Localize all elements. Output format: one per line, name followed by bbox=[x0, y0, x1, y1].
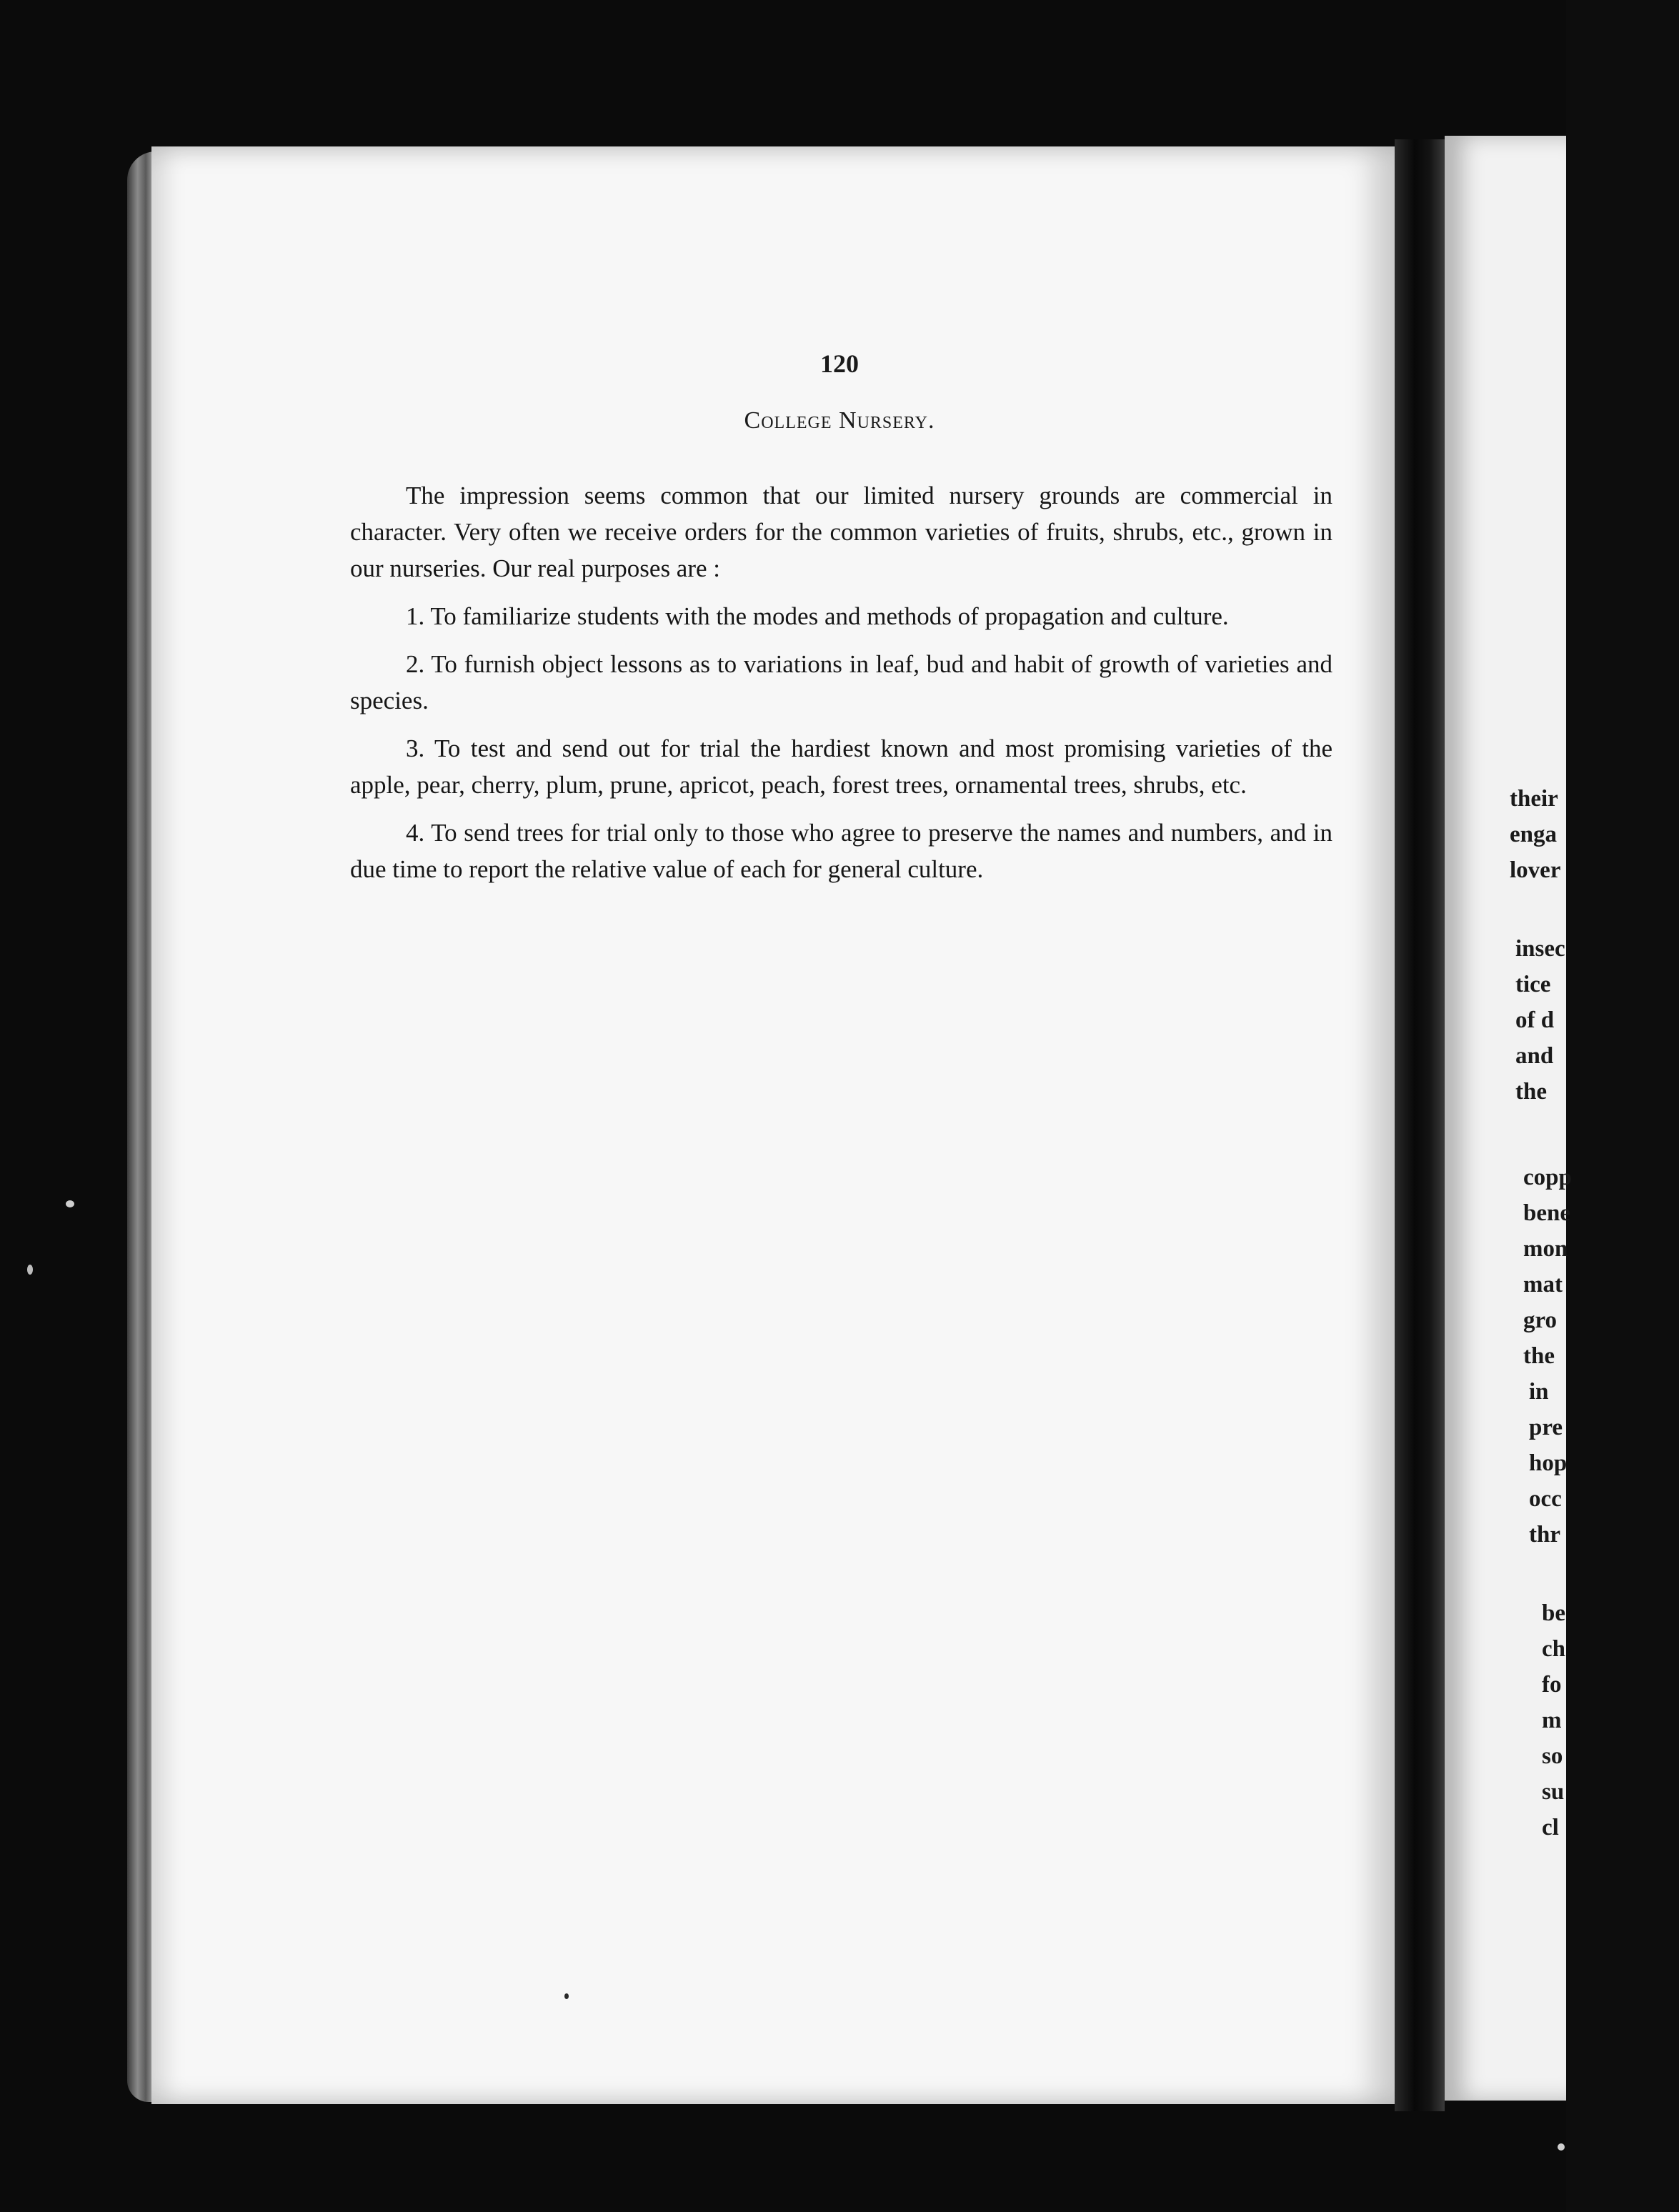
fragment-line: and bbox=[1515, 1043, 1554, 1069]
fragment-line: insec bbox=[1515, 936, 1565, 962]
fragment-line: mat bbox=[1523, 1272, 1563, 1297]
fragment-line: occ bbox=[1529, 1486, 1562, 1512]
fragment-line: enga bbox=[1510, 822, 1557, 847]
fragment-line: ch bbox=[1542, 1636, 1565, 1662]
fragment-line: m bbox=[1542, 1708, 1562, 1733]
fragment-line: mon bbox=[1523, 1236, 1568, 1262]
scan-speck bbox=[66, 1200, 74, 1207]
fragment-line: be bbox=[1542, 1600, 1565, 1626]
scan-speck bbox=[564, 1993, 569, 1999]
page-number: 120 bbox=[820, 349, 859, 378]
book-gutter bbox=[1395, 139, 1445, 2111]
purpose-item-1: 1. To familiarize students with the modes and methods of propagation and culture. bbox=[406, 602, 1229, 630]
body-text bbox=[350, 477, 1332, 899]
right-page-text-fragments bbox=[1508, 0, 1572, 2212]
fragment-line: so bbox=[1542, 1743, 1563, 1769]
fragment-line: gro bbox=[1523, 1307, 1558, 1333]
left-page bbox=[151, 146, 1395, 2104]
fragment-line: the bbox=[1515, 1079, 1547, 1105]
fragment-line: su bbox=[1542, 1779, 1565, 1805]
purpose-item-2: 2. To furnish object lessons as to variations in leaf, bud and habit of growth of varieties and species. bbox=[350, 650, 1332, 714]
fragment-line: of d bbox=[1515, 1007, 1555, 1033]
fragment-line: cl bbox=[1542, 1815, 1559, 1840]
fragment-line: lover bbox=[1510, 857, 1561, 883]
scan-speck bbox=[27, 1265, 33, 1275]
fragment-line: tice bbox=[1515, 972, 1551, 997]
scan-speck bbox=[1558, 2143, 1565, 2151]
fragment-line: bene bbox=[1523, 1200, 1570, 1226]
fragment-line: the bbox=[1523, 1343, 1555, 1369]
fragment-line: pre bbox=[1529, 1415, 1563, 1440]
fragment-line: their bbox=[1510, 786, 1558, 812]
fragment-line: fo bbox=[1542, 1672, 1562, 1698]
purpose-item-4: 4. To send trees for trial only to those who agree to preserve the names and numbers, and in due time to report the relative value of each for general culture. bbox=[350, 819, 1332, 883]
fragment-line: copp bbox=[1523, 1165, 1572, 1190]
fragment-line: thr bbox=[1529, 1522, 1560, 1548]
fragment-line: in bbox=[1529, 1379, 1549, 1405]
section-heading: College Nursery. bbox=[744, 407, 935, 434]
fragment-line: hop bbox=[1529, 1450, 1568, 1476]
intro-paragraph: The impression seems common that our limited nursery grounds are commercial in character. Very often we receive orders for the common varieties of fruits, shrubs, etc., grown in our nurseries. Our real purposes are : bbox=[350, 482, 1332, 582]
purpose-item-3: 3. To test and send out for trial the hardiest known and most promising varieties of the apple, pear, cherry, plum, prune, apricot, peach, forest trees, ornamental trees, shrubs, etc. bbox=[350, 734, 1332, 799]
